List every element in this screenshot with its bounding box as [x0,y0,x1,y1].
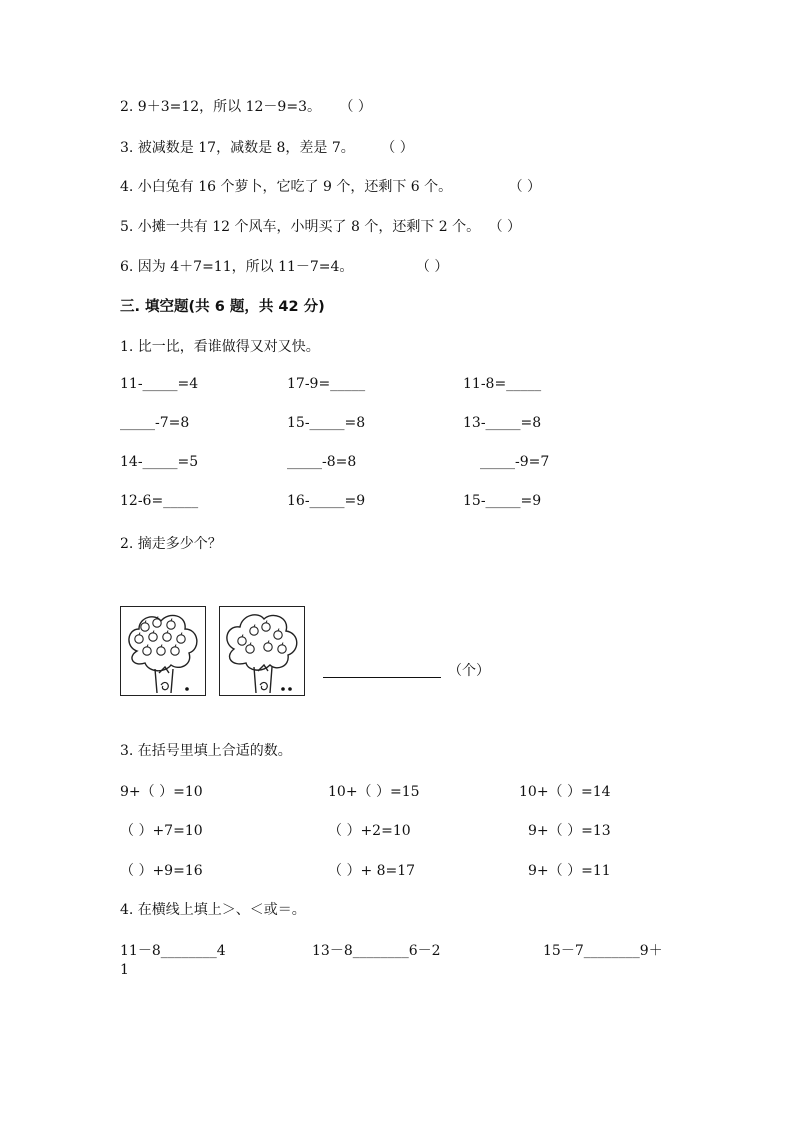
tree-picture-before [120,606,206,696]
q3-cell[interactable]: 9+（ ）=11 [528,863,611,879]
apple-icon [278,645,286,653]
question-2-title: 2. 摘走多少个？ [120,536,222,552]
judgement-item-5: 5. 小摊一共有 12 个风车，小明买了 8 个，还剩下 2 个。 （ ） [120,216,521,236]
q1-cell[interactable]: 17-9=_____ [287,376,366,392]
q4-item[interactable]: 11－8________4 [120,943,226,959]
apple-icon [141,623,149,631]
q3-cell[interactable]: 10+（ ）=15 [328,784,420,800]
q1-cell[interactable]: 11-_____=4 [120,376,199,392]
q4-item-wrap: 1 [120,962,129,978]
apple-icon [177,635,185,643]
judgement-item-2: 2. 9＋3=12，所以 12－9=3。 （ ） [120,96,372,116]
q1-cell[interactable]: 16-_____=9 [287,493,366,509]
q4-item[interactable]: 15－7________9＋ [543,943,663,959]
apple-icon [163,633,171,641]
judgement-item-3: 3. 被减数是 17，减数是 8，差是 7。 （ ） [120,137,414,157]
q3-cell[interactable]: 9+（ ）=13 [528,823,611,839]
q1-cell[interactable]: 14-_____=5 [120,454,199,470]
apple-icon [250,627,258,635]
apple-icon [157,647,165,655]
q3-cell[interactable]: （ ）+2=10 [328,823,411,839]
q1-cell[interactable]: 13-_____=8 [463,415,542,431]
unit-label: （个） [448,663,490,679]
apple-icon [149,633,157,641]
judgement-item-4: 4. 小白兔有 16 个萝卜，它吃了 9 个，还剩下 6 个。 （ ） [120,176,541,196]
q3-cell[interactable]: 9+（ ）=10 [120,784,203,800]
apple-icon [135,635,143,643]
q1-cell[interactable]: _____-7=8 [120,415,190,431]
section-title: 三. 填空题(共 6 题，共 42 分) [120,299,325,315]
apple-tree-icon [121,607,205,695]
q1-cell[interactable]: _____-8=8 [287,454,357,470]
apple-icon [167,621,175,629]
q3-cell[interactable]: 10+（ ）=14 [519,784,611,800]
answer-paren[interactable]: （ ） [415,259,449,275]
q4-item[interactable]: 13－8________6－2 [312,943,441,959]
question-1-title: 1. 比一比，看谁做得又对又快。 [120,339,320,355]
q1-cell[interactable]: _____-9=7 [480,454,550,470]
tree-picture-after [219,606,305,696]
apple-tree-icon [220,607,304,695]
q1-cell[interactable]: 15-_____=9 [463,493,542,509]
apple-icon [262,623,270,631]
answer-paren[interactable]: （ ） [339,99,372,115]
q3-cell[interactable]: （ ）+ 8=17 [328,863,416,879]
answer-paren[interactable]: （ ） [488,219,522,235]
answer-paren[interactable]: （ ） [508,179,542,195]
apple-icon [264,643,272,651]
apple-icon [246,645,254,653]
question-4-title: 4. 在横线上填上＞、＜或＝。 [120,902,306,918]
apple-icon [153,619,161,627]
q1-cell[interactable]: 15-_____=8 [287,415,366,431]
apple-icon [238,637,246,645]
q3-cell[interactable]: （ ）+7=10 [120,823,203,839]
apple-icon [171,647,179,655]
apple-icon [143,647,151,655]
q3-cell[interactable]: （ ）+9=16 [120,863,203,879]
answer-blank[interactable] [323,677,441,678]
judgement-item-6: 6. 因为 4＋7=11，所以 11－7=4。 （ ） [120,256,448,276]
q1-cell[interactable]: 11-8=_____ [463,376,542,392]
q1-cell[interactable]: 12-6=_____ [120,493,199,509]
question-3-title: 3. 在括号里填上合适的数。 [120,743,292,759]
answer-paren[interactable]: （ ） [381,140,414,156]
apple-icon [274,631,282,639]
